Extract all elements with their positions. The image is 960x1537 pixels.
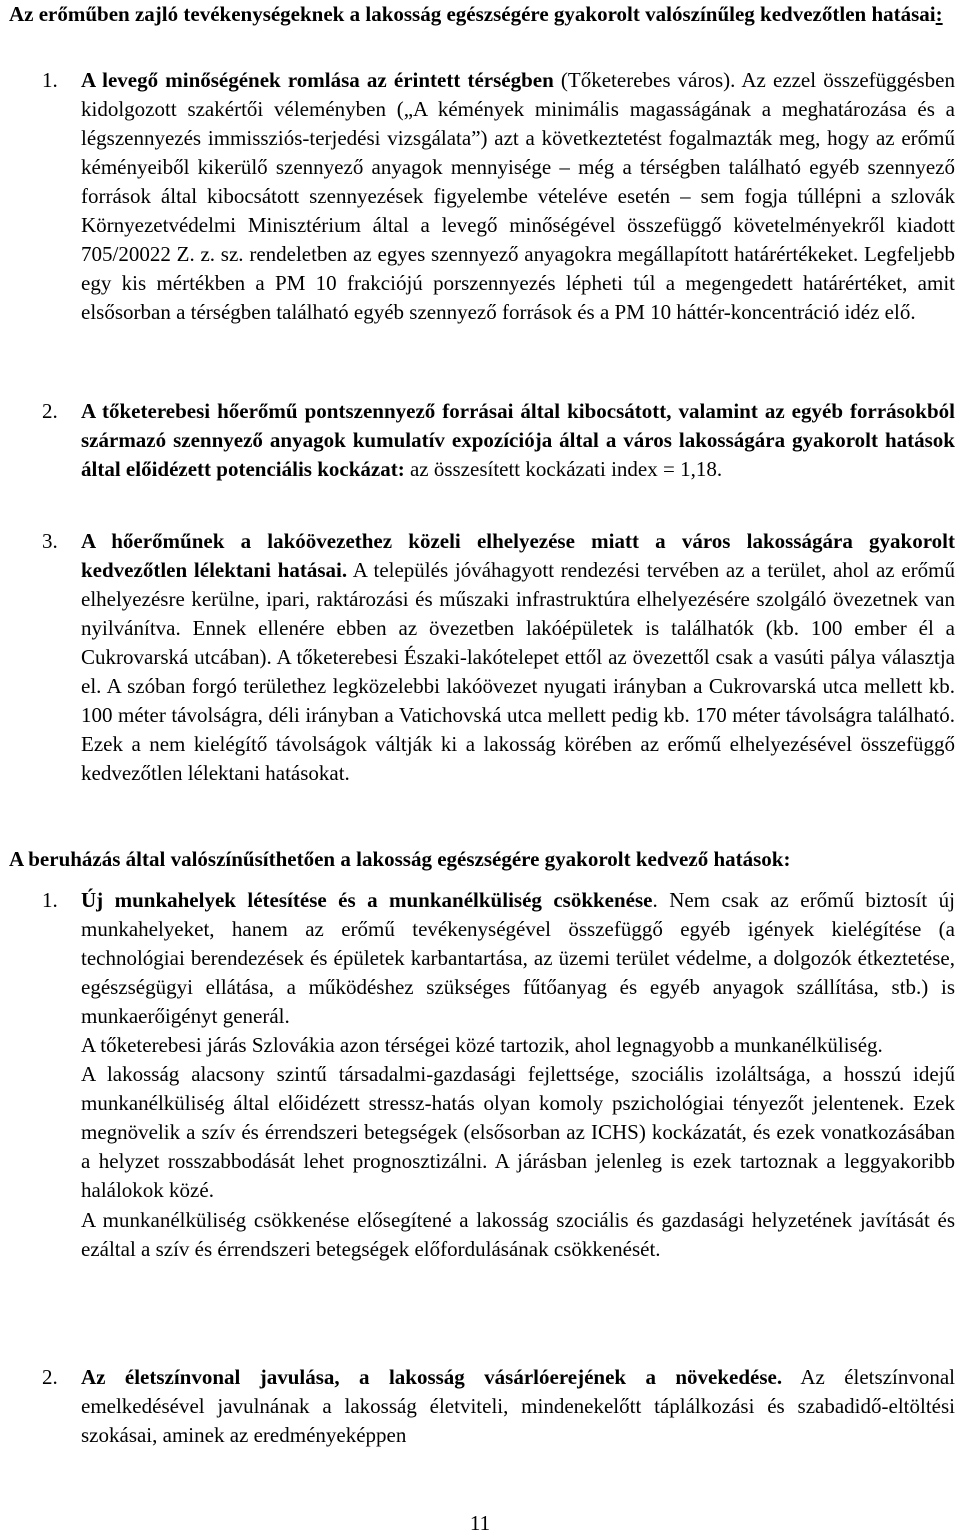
list-item-text: A település jóváhagyott rendezési tervében az a terület, ahol az erőmű elhelyezésre kerülne, ipari, raktározási és műszaki infrastruktúra elhelyezésére szolgáló övezetnek van nyilvánítva. Ennek ellenére ebben az övezetben lakóépületek is találhatók (kb. 100 ember él a Cukrovarská utcában). A tőketerebesi Északi-lakótelepet ettől az övezettől csak a vasúti pálya választja el. A szóban forgó területhez legközelebbi lakóövezet nyugati irányban a Cukrovarská utca mellett kb. 100 méter távolságra, déli irányban a Vatichovská utca mellett pedig kb. 170 méter távolságra található. Ezek a nem kielégítő távolságok váltják ki a lakosság körében az erőmű elhelyezésével összefüggő kedvezőtlen lélektani hatásokat. xyxy=(81,558,955,786)
positive-effects-list-2 xyxy=(0,1363,960,1450)
adverse-effects-list-3 xyxy=(0,527,960,788)
list-item-lead: Új munkahelyek létesítése és a munkanélküliség csökkenése xyxy=(81,888,653,912)
page-number: 11 xyxy=(469,1511,491,1535)
list-item-body xyxy=(81,397,955,484)
adverse-effects-list-2 xyxy=(0,397,960,484)
section-heading-positive-effects: A beruházás által valószínűsíthetően a lakosság egészségére gyakorolt kedvező hatások: xyxy=(9,847,791,871)
heading-text: Az erőműben zajló tevékenységeknek a lakosság egészségére gyakorolt valószínűleg kedvezőtlen hatásai xyxy=(9,2,936,26)
list-item-lead: A hőerőműnek a lakóövezethez közeli elhelyezése miatt a város lakosságára gyakorolt kedvezőtlen lélektani hatásai. xyxy=(81,529,955,583)
positive-effects-list xyxy=(0,886,960,1264)
paragraph xyxy=(81,886,955,1031)
list-item-text: Az életszínvonal emelkedésével javulnának a lakosság életviteli, mindenekelőtt táplálkozási és szabadidő-eltöltési szokásai, aminek az eredményeképpen xyxy=(81,1365,955,1448)
list-item xyxy=(0,527,960,788)
list-item xyxy=(0,397,960,484)
paragraph: A munkanélküliség csökkenése elősegítené a lakosság szociális és gazdasági helyzetének javítását és ezáltal a szív és érrendszeri betegségek előfordulásának csökkenését. xyxy=(81,1207,955,1261)
heading-colon: : xyxy=(935,2,943,26)
section-heading-adverse-effects xyxy=(9,0,955,29)
list-item-number: 1. xyxy=(42,888,58,912)
list-item-number: 1. xyxy=(42,68,58,92)
list-item xyxy=(0,886,960,1264)
list-item-number: 2. xyxy=(42,1365,58,1389)
list-item-number: 3. xyxy=(42,529,58,553)
paragraph: A tőketerebesi járás Szlovákia azon térségei közé tartozik, ahol legnagyobb a munkanélküliség. xyxy=(81,1033,883,1058)
list-item-lead: A levegő minőségének romlása az érintett térségben xyxy=(81,68,554,92)
paragraph: A lakosság alacsony szintű társadalmi-gazdasági fejlettsége, szociális izoláltsága, a hosszú idejű munkanélküliség által előidézett stressz-hatás olyan komoly pszichológiai tényezőt jelentenek. Ezek megnövelik a szív és érrendszeri betegségek (elsősorban az ICHS) kockázatát, és ezek vonatkozásában a helyzet rosszabbodását lehet prognosztizálni. A járásban jelenleg is ezek tartoznak a leggyakoribb halálokok közé. xyxy=(81,1062,955,1203)
list-item-text: az összesített kockázati index = 1,18. xyxy=(404,457,723,482)
list-item-text: (Tőketerebes város). Az ezzel összefüggésben kidolgozott szakértői véleményben („A kémények minimális magasságának a meghatározása és a légszennyezés immissziós-terjedési vizsgálata”) azt a következtetést fogalmazták meg, hogy az erőmű kéményeiből kikerülő szennyező anyagok mennyisége – még a térségben található egyéb szennyező források által kibocsátott szennyezések figyelembe vételéve esetén – sem fogja túllépni a szlovák Környezetvédelmi Minisztérium által a levegő minőségével összefüggő követelményekről kiadott 705/20022 Z. z. sz. rendeletben az egyes szennyező anyagokra megállapított határértékeket. Legfeljebb egy kis mértékben a PM 10 frakciójú porszennyezés lépheti túl a megengedett határértéket, amit elsősorban a térségben található egyéb szennyező források és a PM 10 háttér-koncentráció idéz elő. xyxy=(81,68,955,325)
list-item-body xyxy=(81,527,955,788)
list-item xyxy=(0,66,960,327)
list-item xyxy=(0,1363,960,1450)
adverse-effects-list xyxy=(0,66,960,327)
list-item-text: . Nem csak az erőmű biztosít új munkahelyeket, hanem az erőmű tevékenységével összefüggő egyéb igények kielégítése (a technológiai berendezések és épületek karbantartása, az üzemi terület védelme, a dolgozók étkeztetése, egészségügyi ellátása, a működéshez szükséges fűtőanyag és egyéb anyagok szállítása, stb.) is munkaerőigényt generál. xyxy=(81,888,955,1029)
list-item-body xyxy=(81,66,955,327)
list-item-number: 2. xyxy=(42,399,58,423)
list-item-body xyxy=(81,1363,955,1450)
list-item-lead: A tőketerebesi hőerőmű pontszennyező forrásai által kibocsátott, valamint az egyéb forrásokból származó szennyező anyagok kumulatív expozíciója által a város lakosságára gyakorolt hatások által előidézett potenciális kockázat: xyxy=(81,399,955,482)
list-item-body xyxy=(81,886,955,1264)
list-item-lead: Az életszínvonal javulása, a lakosság vásárlóerejének a növekedése. xyxy=(81,1365,783,1389)
